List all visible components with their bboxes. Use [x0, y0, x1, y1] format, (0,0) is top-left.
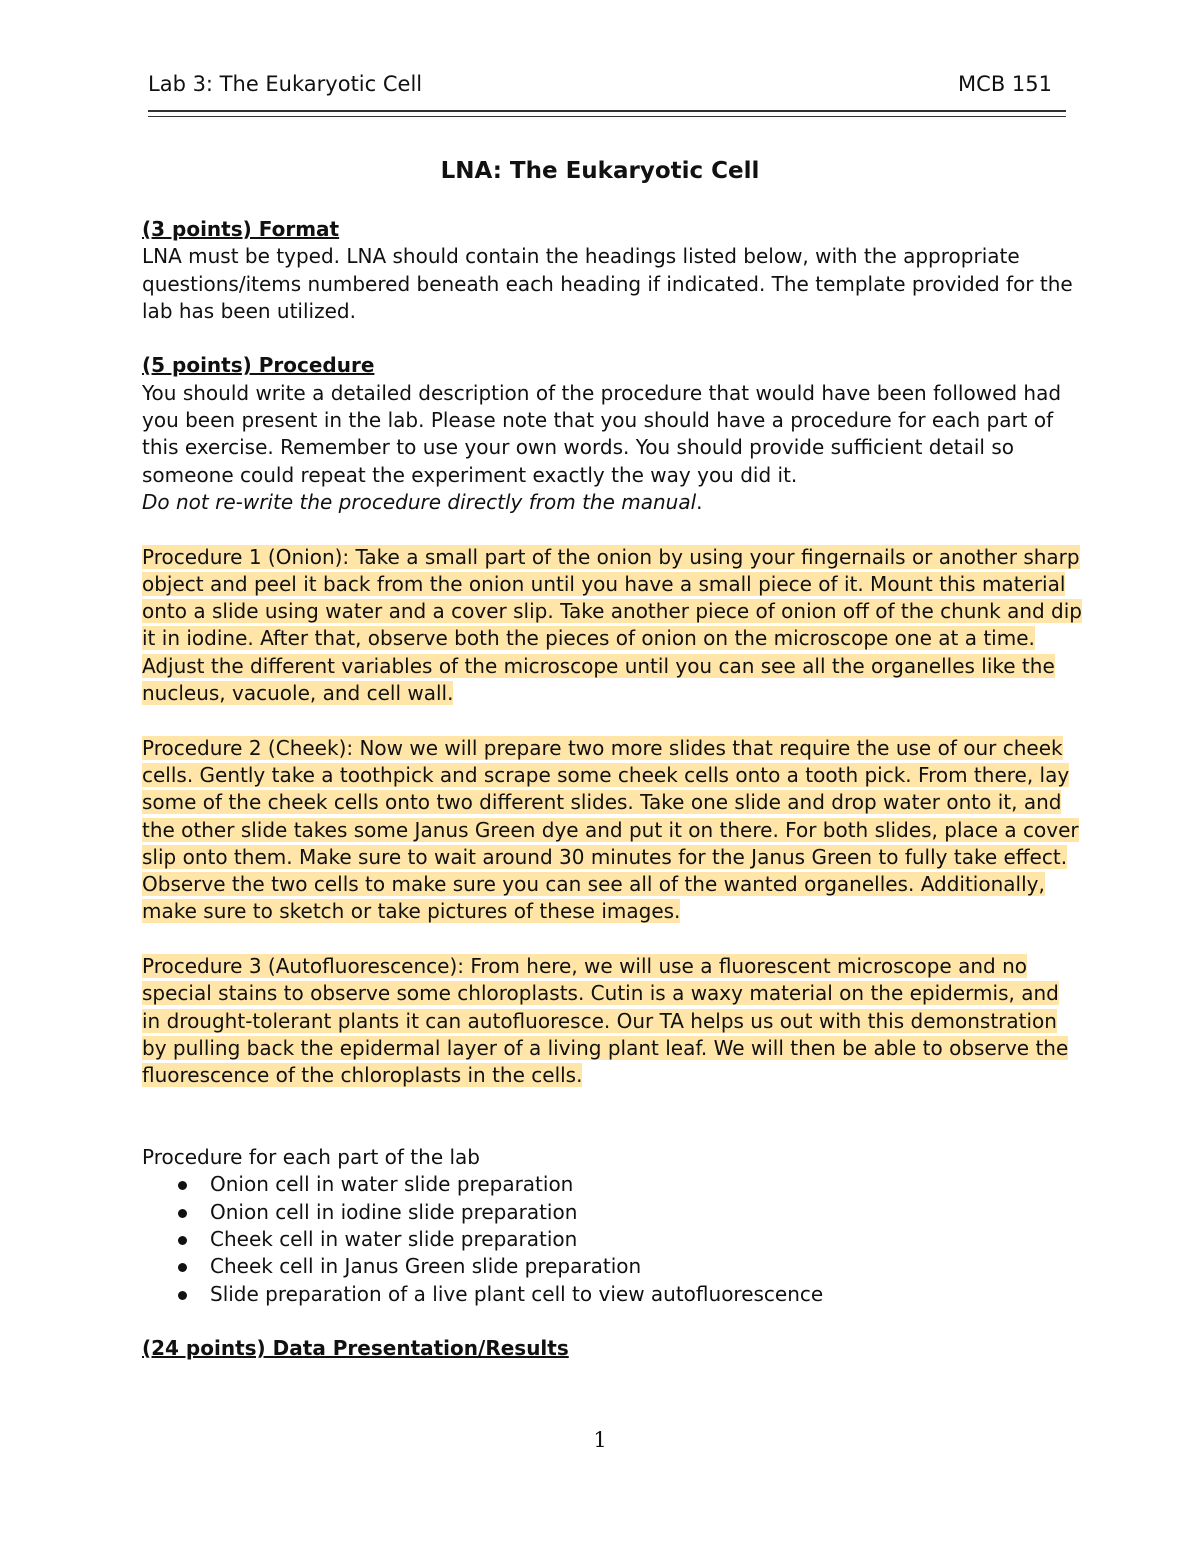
procedure-list	[142, 1171, 1082, 1307]
bullet-icon	[178, 1291, 187, 1300]
procedure-note-period: .	[696, 489, 703, 514]
spacer	[142, 1117, 1082, 1144]
procedure-2-text: Procedure 2 (Cheek): Now we will prepare two more slides that require the use of our cheek cells. Gently take a toothpick and scrape some cheek cells onto a tooth pick. From there, lay some of the cheek cells onto two different slides. Take one slide and drop water onto it, and the other slide takes some Janus Green dye and put it on there. For both slides, place a cover slip onto them. Make sure to wait around 30 minutes for the Janus Green to fully take effect. Observe the two cells to make sure you can see all of the wanted organelles. Additionally, make sure to sketch or take pictures of these images.	[142, 735, 1079, 924]
bullet-icon	[178, 1236, 187, 1245]
spacer	[142, 1090, 1082, 1117]
list-item	[178, 1253, 1082, 1280]
header-lab-title: Lab 3: The Eukaryotic Cell	[148, 72, 423, 96]
list-item	[178, 1171, 1082, 1198]
header-rule	[148, 110, 1066, 117]
procedure-2-paragraph	[142, 735, 1082, 926]
format-text: LNA must be typed. LNA should contain the headings listed below, with the appropriate questions/items numbered beneath each heading if indicated. The template provided for the lab has been utilized.	[142, 244, 1073, 323]
list-item-text: Onion cell in iodine slide preparation	[210, 1199, 578, 1224]
procedure-3-text: Procedure 3 (Autofluorescence): From here, we will use a fluorescent microscope and no special stains to observe some chloroplasts. Cutin is a waxy material on the epidermis, and in drought-tolerant plants it can autofluoresce. Our TA helps us out with this demonstration by pulling back the epidermal layer of a living plant leaf. We will then be able to observe the fluorescence of the chloroplasts in the cells.	[142, 954, 1069, 1088]
list-item-text: Onion cell in water slide preparation	[210, 1172, 574, 1197]
page-number: 1	[593, 1428, 607, 1452]
bullet-icon	[178, 1181, 187, 1190]
procedure-1-paragraph	[142, 544, 1082, 708]
page-title: LNA: The Eukaryotic Cell	[440, 158, 760, 184]
list-item-text: Cheek cell in water slide preparation	[210, 1226, 578, 1251]
procedure-3-paragraph	[142, 953, 1082, 1089]
spacer	[142, 926, 1082, 953]
list-item	[178, 1281, 1082, 1308]
format-heading: (3 points) Format	[142, 217, 340, 241]
header-course-code: MCB 151	[958, 72, 1052, 96]
procedure-1-text: Procedure 1 (Onion): Take a small part of the onion by using your fingernails or another sharp object and peel it back from the onion until you have a small piece of it. Mount this material onto a slide using water and a cover slip. Take another piece of onion off of the chunk and dip it in iodine. After that, observe both the pieces of onion on the microscope one at a time. Adjust the different variables of the microscope until you can see all the organelles like the nucleus, vacuole, and cell wall.	[142, 544, 1082, 706]
page-header	[148, 70, 1066, 100]
list-item-text: Cheek cell in Janus Green slide preparation	[210, 1254, 642, 1279]
spacer	[142, 707, 1082, 734]
document-body	[142, 216, 1082, 1362]
spacer	[142, 325, 1082, 352]
procedure-instructions: You should write a detailed description of the procedure that would have been followed had you been present in the lab. Please note that you should have a procedure for each part of this exercise. Remember to use your own words. You should provide sufficient detail so someone could repeat the experiment exactly the way you did it.	[142, 380, 1062, 487]
list-item	[178, 1199, 1082, 1226]
bullet-icon	[178, 1263, 187, 1272]
spacer	[142, 516, 1082, 543]
procedure-list-intro: Procedure for each part of the lab	[142, 1145, 480, 1170]
list-item-text: Slide preparation of a live plant cell to view autofluorescence	[210, 1281, 824, 1306]
bullet-icon	[178, 1209, 187, 1218]
results-heading: (24 points) Data Presentation/Results	[142, 1336, 569, 1361]
procedure-note: Do not re-write the procedure directly from the manual	[142, 489, 697, 514]
list-item	[178, 1226, 1082, 1253]
procedure-text	[142, 380, 1082, 516]
procedure-heading: (5 points) Procedure	[142, 353, 375, 378]
spacer	[142, 1308, 1082, 1335]
